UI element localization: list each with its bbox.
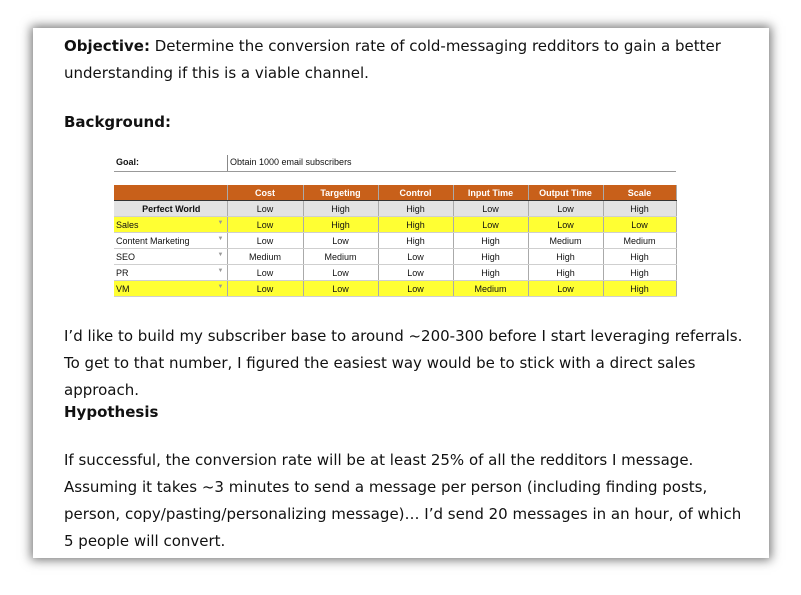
table-cell: Low xyxy=(453,217,528,233)
table-cell: Low xyxy=(528,217,603,233)
table-cell: High xyxy=(453,249,528,265)
table-row xyxy=(114,281,676,297)
table-cell: Low xyxy=(227,217,303,233)
column-header: Targeting xyxy=(303,185,378,201)
row-label-text: Sales xyxy=(116,219,139,230)
table-row xyxy=(114,265,676,281)
goal-value: Obtain 1000 email subscribers xyxy=(230,157,352,167)
table-cell: Low xyxy=(227,201,303,217)
table-row xyxy=(114,233,676,249)
row-label xyxy=(114,249,227,265)
row-label xyxy=(114,201,227,217)
row-label-text: PR xyxy=(116,267,129,278)
table-cell: Low xyxy=(303,281,378,297)
table-cell: Low xyxy=(227,281,303,297)
table-cell: Low xyxy=(528,281,603,297)
row-label-text: VM xyxy=(116,283,130,294)
table-cell: Low xyxy=(603,217,676,233)
background-heading: Background: xyxy=(64,113,171,131)
table-row xyxy=(114,217,676,233)
table-cell: High xyxy=(528,249,603,265)
objective-paragraph xyxy=(64,33,754,87)
dropdown-arrow-icon[interactable]: ▼ xyxy=(217,220,224,226)
comparison-table xyxy=(114,185,677,297)
table-cell: Medium xyxy=(303,249,378,265)
table-cell: High xyxy=(453,233,528,249)
table-cell: Low xyxy=(303,233,378,249)
table-cell: Low xyxy=(528,201,603,217)
table-cell: Low xyxy=(227,233,303,249)
table-cell: High xyxy=(378,201,453,217)
table-cell: Low xyxy=(378,265,453,281)
table-cell: Low xyxy=(303,265,378,281)
table-cell: High xyxy=(603,281,676,297)
goal-divider xyxy=(227,155,228,171)
goal-label: Goal: xyxy=(116,157,140,167)
dropdown-arrow-icon[interactable]: ▼ xyxy=(217,284,224,290)
table-cell: Low xyxy=(378,281,453,297)
subscribers-paragraph: I’d like to build my subscriber base to around ~200-300 before I start leveraging referrals. To get to that number, I figured the easiest way would be to stick with a direct sales approach. xyxy=(64,327,743,399)
goal-row xyxy=(114,155,676,172)
table-cell: High xyxy=(303,217,378,233)
table-cell: High xyxy=(603,201,676,217)
table-row xyxy=(114,201,676,217)
table-cell: High xyxy=(603,265,676,281)
table-cell: Low xyxy=(227,265,303,281)
objective-label: Objective: xyxy=(64,37,150,55)
column-header: Output Time xyxy=(528,185,603,201)
row-label-text: Content Marketing xyxy=(116,235,190,246)
table-cell: High xyxy=(453,265,528,281)
table-cell: Medium xyxy=(603,233,676,249)
dropdown-arrow-icon[interactable]: ▼ xyxy=(217,252,224,258)
table-cell: Medium xyxy=(528,233,603,249)
row-label-text: Perfect World xyxy=(142,203,201,214)
table-cell: Medium xyxy=(453,281,528,297)
dropdown-arrow-icon[interactable]: ▼ xyxy=(217,268,224,274)
table-cell: Medium xyxy=(227,249,303,265)
row-label xyxy=(114,233,227,249)
row-label xyxy=(114,217,227,233)
column-header: Input Time xyxy=(453,185,528,201)
objective-text: Determine the conversion rate of cold-messaging redditors to gain a better understanding if this is a viable channel. xyxy=(64,37,721,82)
row-label xyxy=(114,281,227,297)
hypothesis-paragraph: If successful, the conversion rate will be at least 25% of all the redditors I message. Assuming it takes ~3 minutes to send a message per person (including finding posts, person, copy/pasting/personalizing message)… I’d send 20 messages in an hour, of which 5 people will convert. xyxy=(64,451,742,550)
dropdown-arrow-icon[interactable]: ▼ xyxy=(217,236,224,242)
table-cell: High xyxy=(378,217,453,233)
column-header: Scale xyxy=(603,185,676,201)
table-cell: High xyxy=(303,201,378,217)
table-cell: Low xyxy=(453,201,528,217)
column-header: Cost xyxy=(227,185,303,201)
column-header: Control xyxy=(378,185,453,201)
hypothesis-heading: Hypothesis xyxy=(64,403,159,421)
table-cell: High xyxy=(603,249,676,265)
header-corner xyxy=(114,185,227,201)
table-cell: High xyxy=(378,233,453,249)
table-cell: High xyxy=(528,265,603,281)
table-cell: Low xyxy=(378,249,453,265)
table-row xyxy=(114,249,676,265)
row-label-text: SEO xyxy=(116,251,136,262)
row-label xyxy=(114,265,227,281)
